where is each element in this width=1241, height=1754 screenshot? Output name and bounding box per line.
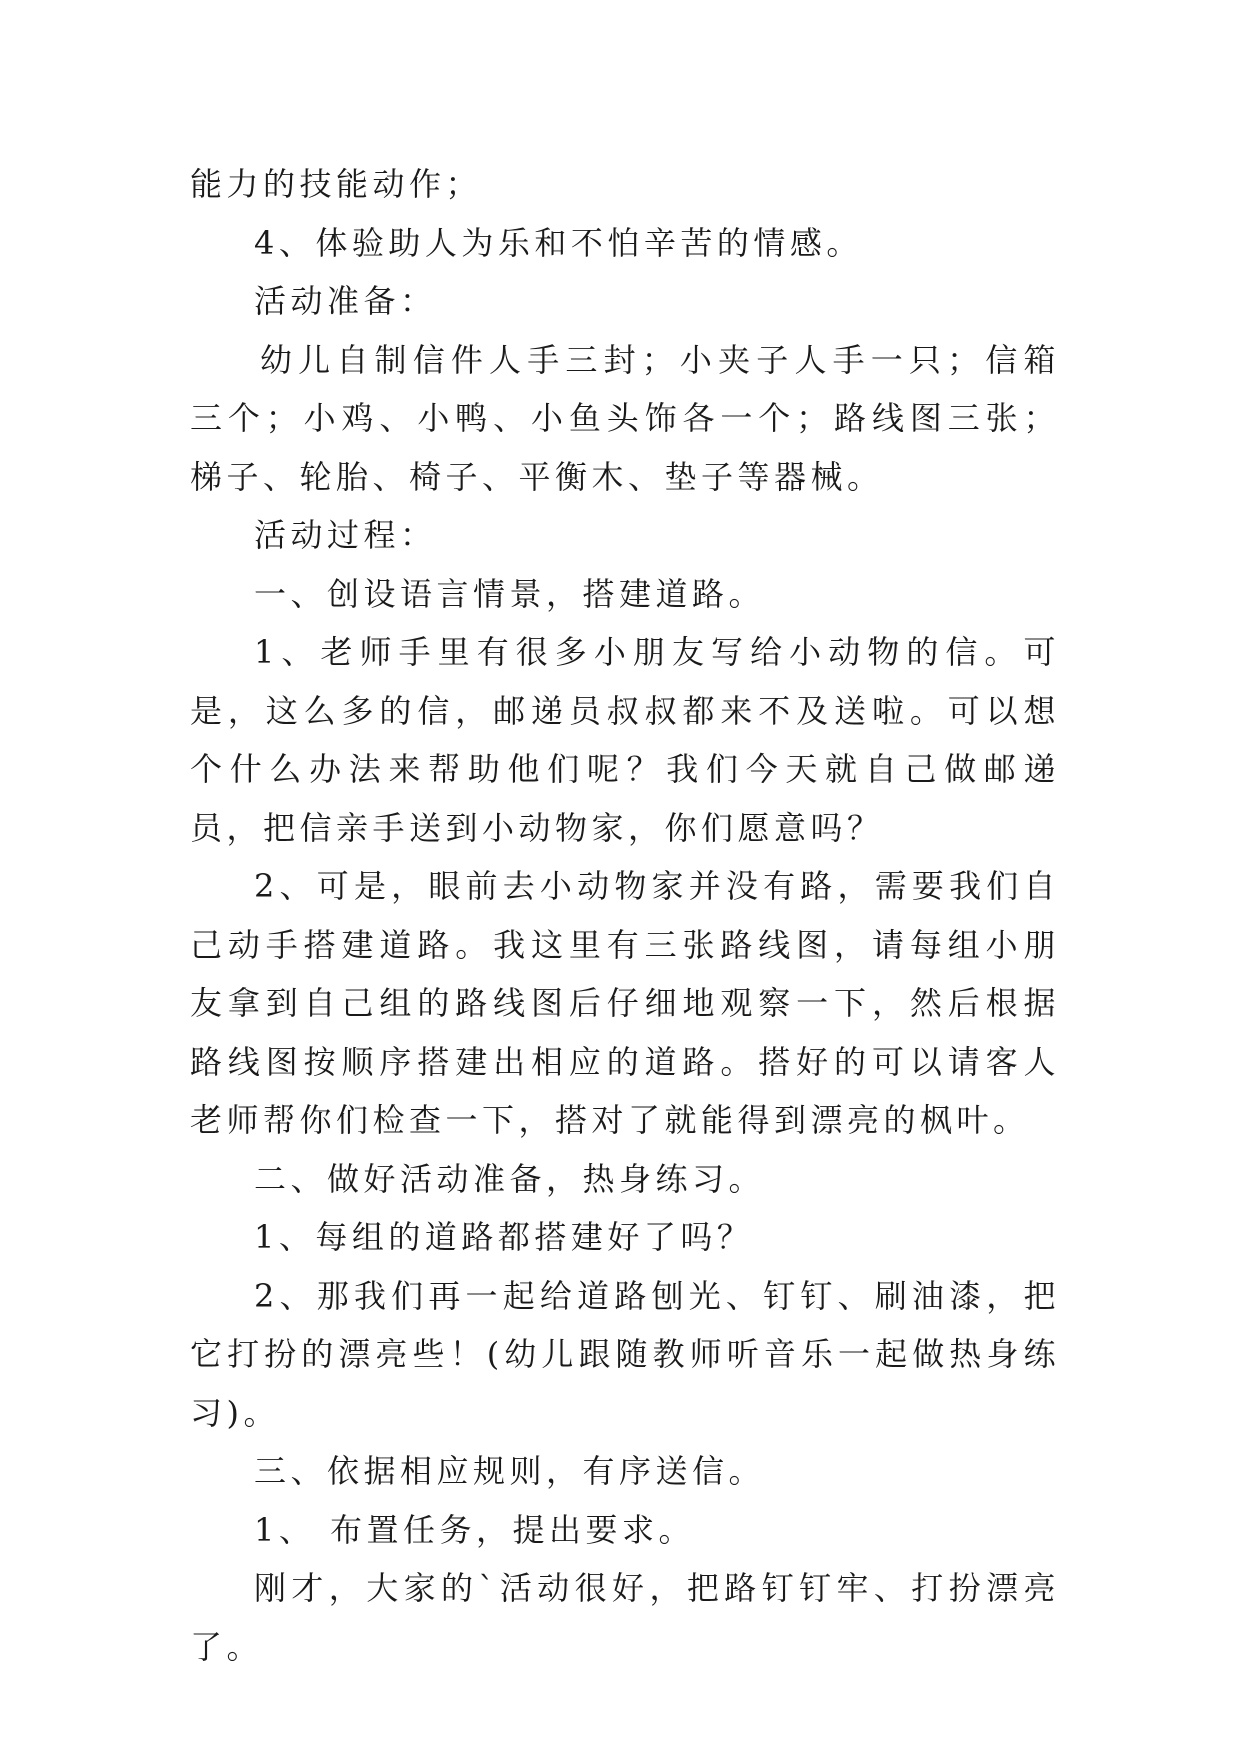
section-heading: 一、创设语言情景，搭建道路。 <box>254 574 766 613</box>
paragraph: 1、老师手里有很多小朋友写给小动物的信。可是，这么多的信，邮递员叔叔都来不及送啦。可以想个什么办法来帮助他们呢？我们今天就自己做邮递员，把信亲手送到小动物家，你们愿意吗？ <box>190 633 1060 847</box>
section-heading: 活动准备： <box>254 282 437 320</box>
paragraph: 4、体验助人为乐和不怕辛苦的情感。 <box>254 223 863 262</box>
section-heading: 活动过程： <box>254 516 437 554</box>
paragraph: 2、可是，眼前去小动物家并没有路，需要我们自己动手搭建道路。我这里有三张路线图，请每组小朋友拿到自己组的路线图后仔细地观察一下，然后根据路线图按顺序搭建出相应的道路。搭好的可以请客人老师帮你们检查一下，搭对了就能得到漂亮的枫叶。 <box>190 867 1060 1139</box>
paragraph: 能力的技能动作； <box>190 165 483 203</box>
paragraph: 1、每组的道路都搭建好了吗？ <box>254 1218 754 1256</box>
paragraph: 刚才，大家的`活动很好，把路钉钉牢、打扮漂亮了。 <box>190 1569 1060 1666</box>
paragraph: 1、 布置任务，提出要求。 <box>254 1510 696 1549</box>
document-body <box>190 155 1060 1676</box>
section-heading: 二、做好活动准备，热身练习。 <box>254 1159 766 1198</box>
section-heading: 三、依据相应规则，有序送信。 <box>254 1452 766 1490</box>
paragraph: 幼儿自制信件人手三封；小夹子人手一只；信箱三个；小鸡、小鸭、小鱼头饰各一个；路线图三张；梯子、轮胎、椅子、平衡木、垫子等器械。 <box>190 340 1060 496</box>
paragraph: 2、那我们再一起给道路刨光、钉钉、刷油漆，把它打扮的漂亮些！(幼儿跟随教师听音乐一起做热身练习)。 <box>190 1276 1060 1432</box>
